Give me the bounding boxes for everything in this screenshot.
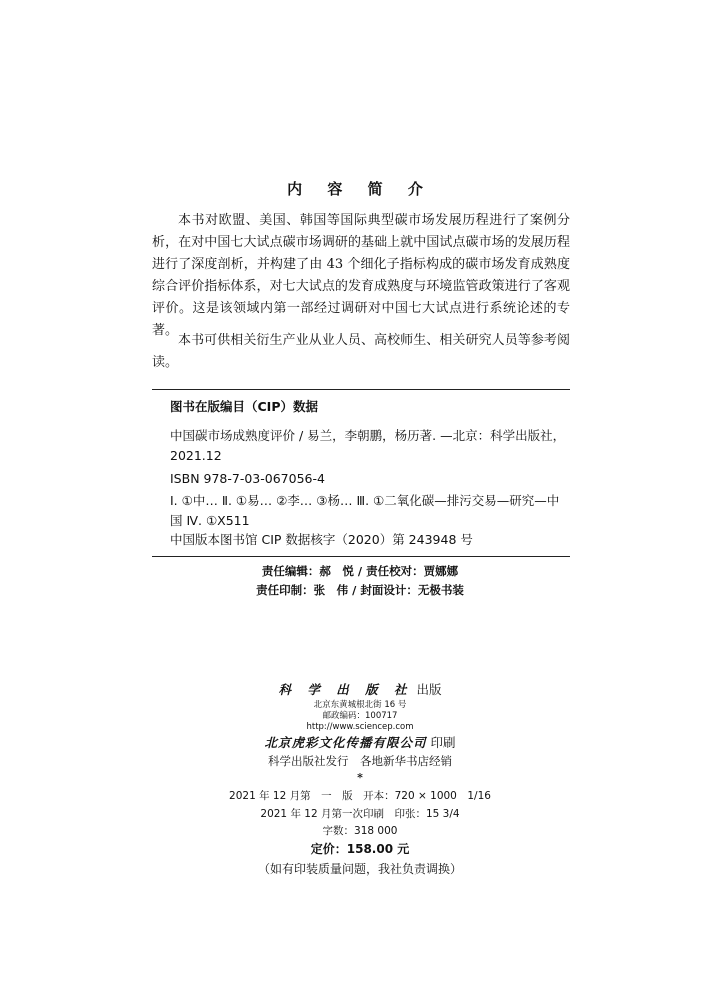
printer-name: 北京虎彩文化传播有限公司 xyxy=(264,735,427,750)
separator-star: * xyxy=(357,771,363,784)
publisher-line xyxy=(0,680,720,698)
publisher-suffix: 出版 xyxy=(416,682,442,697)
printer-suffix: 印刷 xyxy=(430,735,456,750)
cip-bottom-rule xyxy=(152,556,570,557)
printer-line xyxy=(0,733,720,751)
publisher-postcode: 邮政编码：100717 xyxy=(322,711,398,721)
edition-line-2: 2021 年 12 月第一次印刷 印张：15 3/4 xyxy=(260,808,460,820)
summary-paragraph-2: 本书可供相关衍生产业从业人员、高校师生、相关研究人员等参考阅读。 xyxy=(152,333,570,370)
cip-header: 图书在版编目（CIP）数据 xyxy=(170,399,318,414)
summary-paragraph-1: 本书对欧盟、美国、韩国等国际典型碳市场发展历程进行了案例分析，在对中国七大试点碳市场调研的基础上就中国试点碳市场的发展历程进行了深度剖析，并构建了由 43 个细化子指标构成的碳市场发育成熟度综合评价指标体系，对七大试点的发育成熟度与环境监管政策进行了客观评价。这是该领域内第一部经过调研对中国七大试点进行系统论述的专著。 xyxy=(152,213,570,338)
price: 定价：158.00 元 xyxy=(310,842,410,856)
distribution-line: 科学出版社发行 各地新华书店经销 xyxy=(268,754,452,768)
page-title: 内 容 简 介 xyxy=(287,180,433,198)
publisher-address: 北京东黄城根北街 16 号 xyxy=(313,700,407,710)
cip-entry: 中国碳市场成熟度评价 / 易兰，李朝鹏，杨历著. —北京：科学出版社，2021.12 xyxy=(170,428,566,463)
publisher-website: http://www.sciencep.com xyxy=(306,722,414,732)
cip-classification: Ⅰ. ①中… Ⅱ. ①易… ②李… ③杨… Ⅲ. ①二氧化碳—排污交易—研究—中国 Ⅳ. ①X511 xyxy=(170,493,560,528)
cip-record-number: 中国版本图书馆 CIP 数据核字（2020）第 243948 号 xyxy=(170,532,473,547)
cip-top-rule xyxy=(152,389,570,390)
staff-editors: 责任编辑：郝 悦 / 责任校对：贾娜娜 xyxy=(261,564,459,578)
publisher-name: 科 学 出 版 社 xyxy=(278,682,413,697)
staff-print-design: 责任印制：张 伟 / 封面设计：无极书装 xyxy=(256,583,464,597)
cip-isbn: ISBN 978-7-03-067056-4 xyxy=(170,471,325,486)
edition-line-1: 2021 年 12 月第 一 版 开本：720 × 1000 1/16 xyxy=(229,790,491,802)
quality-note: （如有印装质量问题，我社负责调换） xyxy=(257,862,462,876)
edition-line-3: 字数：318 000 xyxy=(322,825,398,837)
